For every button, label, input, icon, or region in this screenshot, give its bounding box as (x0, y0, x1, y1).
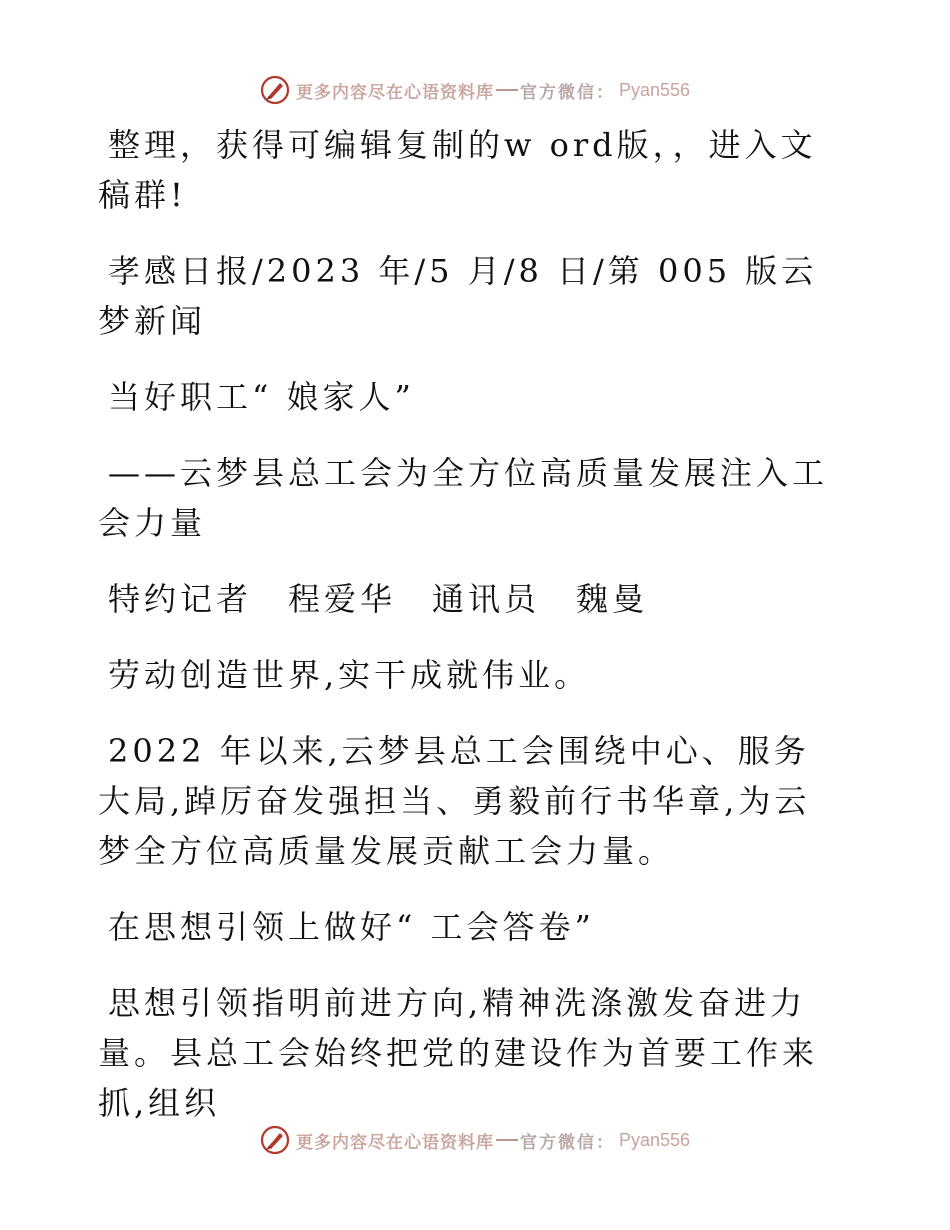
pen-logo-icon (260, 75, 290, 105)
banner-dash (496, 1139, 518, 1141)
paragraph-body-continued: 思想引领指明前进方向,精神洗涤激发奋进力量。县总工会始终把党的建设作为首要工作来抓,组织 (98, 984, 819, 1122)
banner-main-text: 更多内容尽在心语资料库 (295, 82, 494, 103)
paragraph-section-heading: 在思想引领上做好“ 工会答卷” (108, 908, 595, 946)
paragraph-byline: 特约记者 程爱华 通讯员 魏曼 (108, 580, 649, 618)
pen-logo-icon (260, 1125, 290, 1155)
banner-main-text: 更多内容尽在心语资料库 (295, 1132, 494, 1153)
paragraph-source: 孝感日报/2023 年/5 月/8 日/第 005 版云梦新闻 (98, 252, 818, 340)
header-watermark-banner (0, 70, 950, 110)
paragraph-lead: 劳动创造世界,实干成就伟业。 (108, 656, 591, 694)
paragraph-notice: 整理，获得可编辑复制的w ord版，，进入文稿群! (98, 126, 817, 214)
banner-sub-text: 官方微信： (519, 1132, 615, 1153)
banner-sub-text: 官方微信： (519, 82, 615, 103)
paragraph-headline: 当好职工“ 娘家人” (108, 378, 415, 416)
banner-wechat-id: Pyan556 (618, 79, 691, 100)
banner-dash (496, 89, 518, 91)
paragraph-subheadline: ——云梦县总工会为全方位高质量发展注入工会力量 (98, 454, 829, 542)
document-body (98, 120, 838, 1154)
paragraph-body: 2022 年以来,云梦县总工会围绕中心、服务大局,踔厉奋发强担当、勇毅前行书华章,为云梦全方位高质量发展贡献工会力量。 (98, 732, 811, 870)
banner-wechat-id: Pyan556 (618, 1129, 691, 1150)
footer-watermark-banner (0, 1120, 950, 1160)
